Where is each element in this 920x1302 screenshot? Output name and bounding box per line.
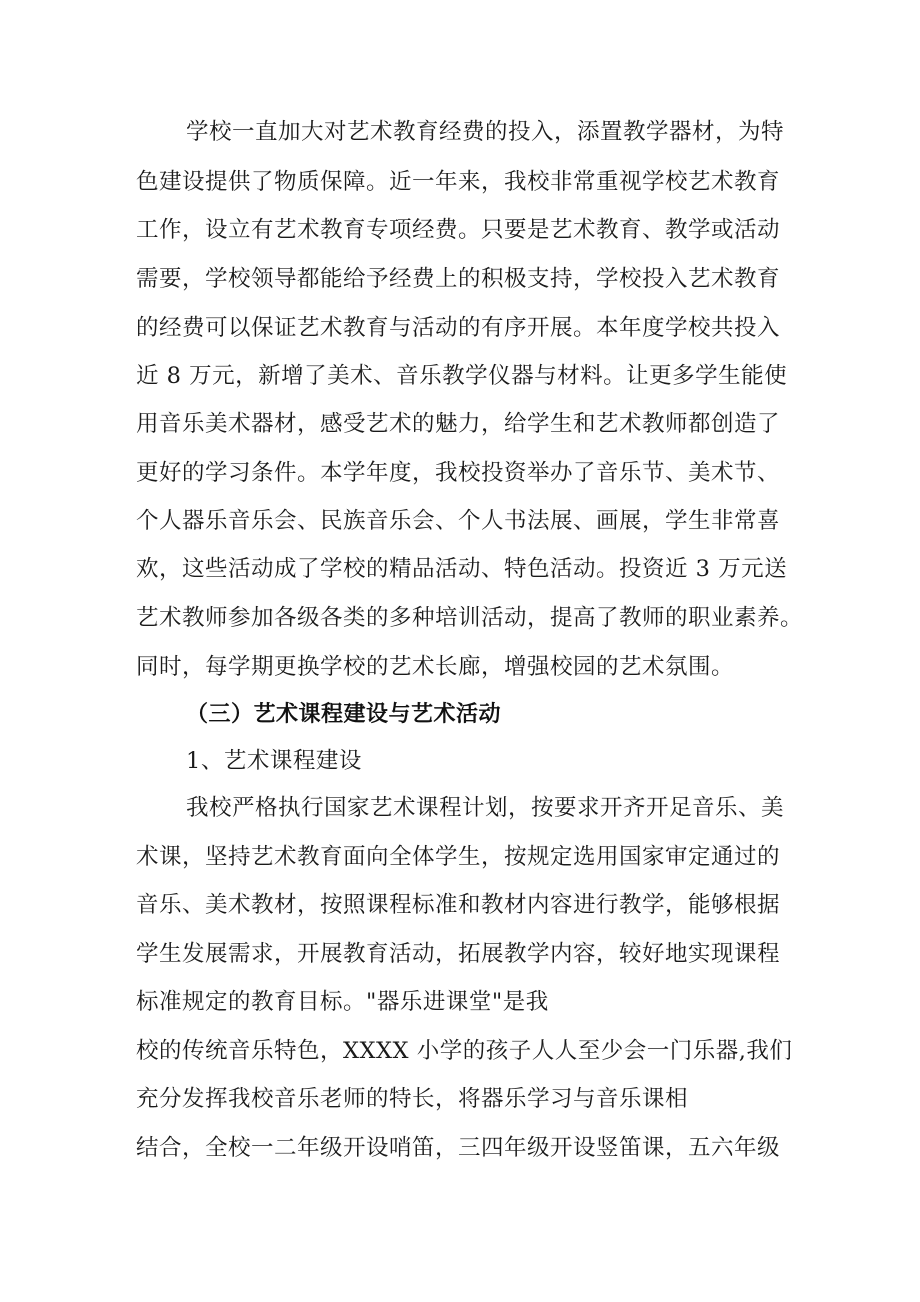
paragraph-2-line-6: 校的传统音乐特色，XXXX 小学的孩子人人至少会一门乐器,我们 <box>136 1038 793 1064</box>
paragraph-1-line-10: 欢，这些活动成了学校的精品活动、特色活动。投资近 3 万元送 <box>136 556 788 582</box>
paragraph-1-line-7: 用音乐美术器材，感受艺术的魅力，给学生和艺术教师都创造了 <box>136 411 781 437</box>
paragraph-2-line-5: 标准规定的教育目标。"器乐进课堂"是我 <box>136 989 549 1015</box>
paragraph-1-line-5: 的经费可以保证艺术教育与活动的有序开展。本年度学校共投入 <box>136 315 781 341</box>
paragraph-1-line-1: 学校一直加大对艺术教育经费的投入，添置教学器材，为特 <box>186 119 785 145</box>
paragraph-1-line-3: 工作，设立有艺术教育专项经费。只要是艺术教育、教学或活动 <box>136 217 781 243</box>
paragraph-1-line-8: 更好的学习条件。本学年度，我校投资举办了音乐节、美术节、 <box>136 460 781 486</box>
paragraph-2-line-8: 结合，全校一二年级开设哨笛，三四年级开设竖笛课，五六年级 <box>136 1135 781 1161</box>
section-heading: （三）艺术课程建设与艺术活动 <box>186 702 502 727</box>
subheading: 1、艺术课程建设 <box>186 748 362 774</box>
paragraph-2-line-3: 音乐、美术教材，按照课程标准和教材内容进行教学，能够根据 <box>136 892 781 918</box>
paragraph-2-line-1: 我校严格执行国家艺术课程计划，按要求开齐开足音乐、美 <box>186 795 785 821</box>
paragraph-1-line-4: 需要，学校领导都能给予经费上的积极支持，学校投入艺术教育 <box>136 266 781 292</box>
paragraph-1-line-9: 个人器乐音乐会、民族音乐会、个人书法展、画展，学生非常喜 <box>136 508 781 534</box>
paragraph-1-line-2: 色建设提供了物质保障。近一年来，我校非常重视学校艺术教育 <box>136 169 781 195</box>
paragraph-2-line-4: 学生发展需求，开展教育活动，拓展教学内容，较好地实现课程 <box>136 941 781 967</box>
paragraph-1-line-6: 近 8 万元，新增了美术、音乐教学仪器与材料。让更多学生能使 <box>136 363 788 389</box>
paragraph-1-line-11: 艺术教师参加各级各类的多种培训活动，提高了教师的职业素养。 <box>136 605 804 631</box>
paragraph-2-line-7: 充分发挥我校音乐老师的特长，将器乐学习与音乐课相 <box>136 1086 689 1112</box>
paragraph-2-line-2: 术课，坚持艺术教育面向全体学生，按规定选用国家审定通过的 <box>136 844 781 870</box>
paragraph-1-line-12: 同时，每学期更换学校的艺术长廊，增强校园的艺术氛围。 <box>136 654 735 680</box>
